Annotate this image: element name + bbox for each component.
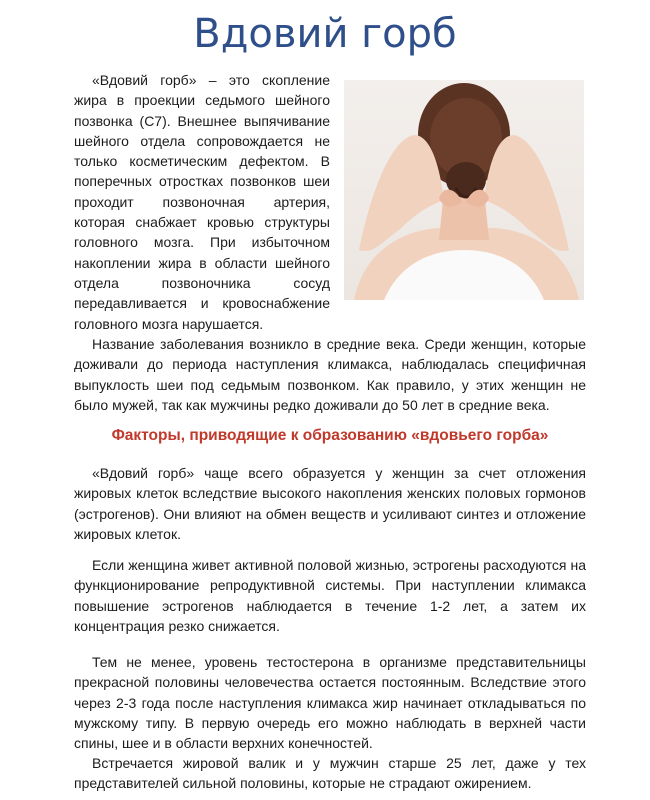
paragraph-intro: «Вдовий горб» – это скопление жира в проекции седьмого шейного позвонка (С7). Внешнее выпячивание шейного отдела сопровождается не только косметическим дефектом. В поперечных отростках позвонков шеи проходит позвоночная артерия, которая снабжает кровью структуры головного мозга. При избыточном накоплении жира в области шейного отдела позвоночника сосуд передавливается и кровоснабжение головного мозга нарушается. [74, 72, 330, 332]
paragraph-men: Встречается жировой валик и у мужчин старше 25 лет, даже у тех представителей сильной половины, которые не страдают ожирением. [74, 755, 586, 792]
paragraph-estrogens: Если женщина живет активной половой жизнью, эстрогены расходуются на функционирование репродуктивной системы. При наступлении климакса повышение эстрогенов наблюдается в течение 1-2 лет, а затем их концентрация резко снижается. [74, 557, 586, 634]
paragraph-history: Название заболевания возникло в средние века. Среди женщин, которые доживали до периода наступления климакса, наблюдалась специфичная выпуклость шеи под седьмым позвонком. Как правило, у этих женщин не было мужей, так как мужчины редко доживали до 50 лет в средние века. [74, 336, 586, 413]
paragraph-hormones: «Вдовий горб» чаще всего образуется у женщин за счет отложения жировых клеток вследствие высокого накопления женских половых гормонов (эстрогенов). Они влияют на обмен веществ и усиливают синтез и отложение жировых клеток. [74, 465, 586, 542]
page-title: Вдовий горб [193, 11, 457, 57]
paragraph-testosterone: Тем не менее, уровень тестостерона в организме представительницы прекрасной половины человечества остается постоянным. Вследствие этого через 2-3 года после наступления климакса жир начинает откладываться по мужскому типу. В первую очередь его можно наблюдать в верхней части спины, шее и в области верхних конечностей. [74, 654, 586, 752]
section-subtitle: Факторы, приводящие к образованию «вдовьего горба» [111, 427, 549, 444]
woman-neck-photo [344, 80, 584, 300]
woman-neck-illustration-icon [344, 80, 584, 300]
